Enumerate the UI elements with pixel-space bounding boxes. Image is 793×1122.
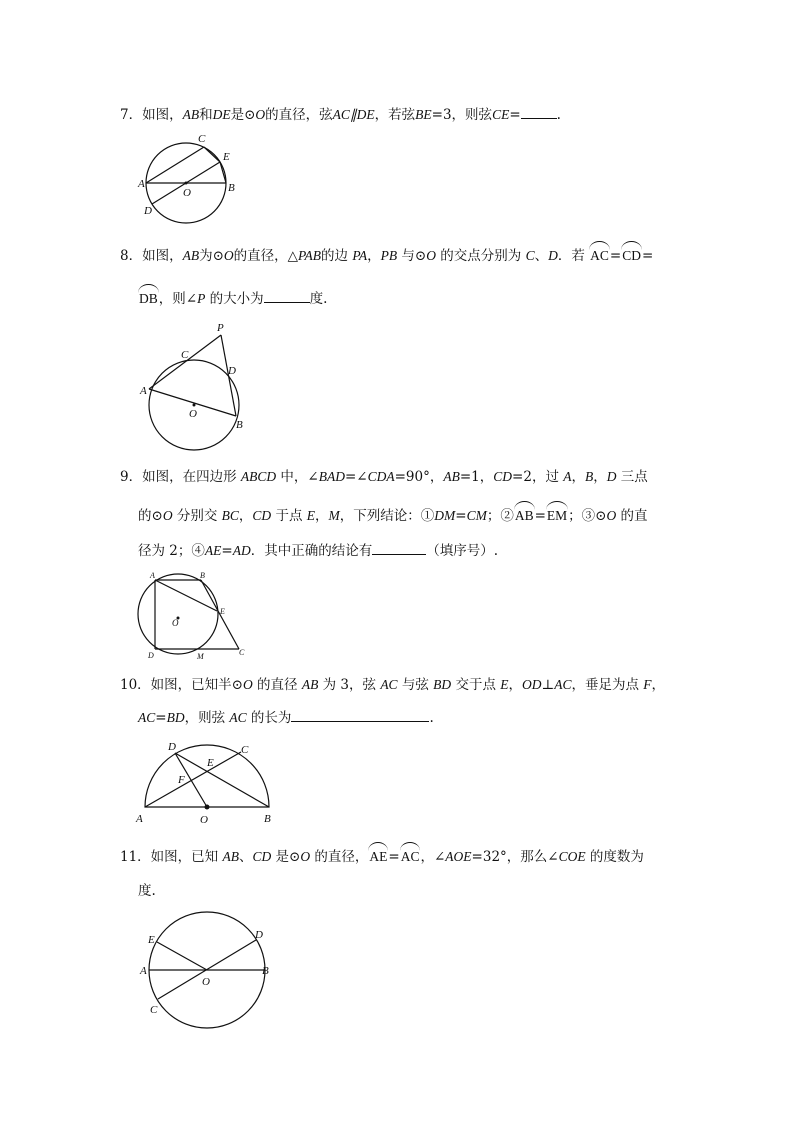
q10-text: ，垂足为点 — [571, 677, 644, 693]
q7-label-O: O — [183, 187, 191, 199]
q8-var: O — [223, 248, 234, 263]
q8-answer-blank[interactable] — [264, 288, 310, 303]
q7-var: AC∥DE — [332, 107, 375, 122]
q7-label-A: A — [138, 178, 145, 190]
q9-var: M — [328, 508, 340, 523]
q10-text: 的直径 — [252, 677, 302, 693]
q9-var: A — [563, 469, 572, 484]
q10-var: AC — [229, 710, 247, 725]
q10-label-F: F — [178, 774, 185, 786]
q10-line2 — [138, 707, 434, 727]
q9-var: O — [606, 508, 617, 523]
q9-var: D — [606, 469, 617, 484]
q8-figure — [138, 318, 258, 458]
q7-var: AB — [182, 107, 200, 122]
q9-var: BC — [221, 508, 239, 523]
q8-label-O: O — [189, 408, 197, 420]
q11-label-A: A — [140, 965, 147, 977]
q8-text: 的大小为 — [205, 291, 264, 307]
q9-text: = — [534, 508, 546, 524]
q11-text: 的度数为 — [585, 849, 644, 865]
q8-arc-AC: AC — [590, 248, 609, 263]
q9-var: E — [306, 508, 316, 523]
q8-text: = — [609, 248, 622, 264]
q9-text: 径为 2；④ — [138, 543, 205, 559]
q8-text: 与⊙ — [397, 248, 427, 264]
q11-text: 是⊙ — [271, 849, 301, 865]
q8-text: 的边 — [321, 248, 353, 264]
q10-label-D: D — [168, 741, 176, 753]
q11-var: AB — [222, 849, 239, 864]
q9-text: =2，过 — [512, 469, 564, 485]
q8-text: = — [641, 248, 654, 264]
q10-label-E: E — [207, 757, 214, 769]
q10-var: E — [500, 677, 509, 692]
q10-text: . — [429, 710, 434, 726]
q11-var: AOE — [445, 849, 472, 864]
q9-label-D: D — [148, 651, 154, 660]
q9-text: 分别交 — [172, 508, 222, 524]
q7-text: . — [556, 107, 561, 123]
q10-var: OD — [522, 677, 542, 692]
q9-text: 三点 — [616, 469, 648, 485]
q10-text: ， — [508, 677, 523, 693]
q10-text: 与弦 — [397, 677, 434, 693]
q7-text: =3，则弦 — [431, 107, 493, 123]
q7-var: DE — [212, 107, 231, 122]
q10-label-B: B — [264, 813, 271, 825]
q10-line1 — [120, 676, 665, 694]
q8-line2 — [138, 288, 327, 308]
q9-label-O: O — [172, 618, 179, 628]
q11-number: 11．如图，已知 — [120, 849, 223, 865]
q8-var: AB — [182, 248, 200, 263]
q9-arc-AB: AB — [514, 508, 534, 523]
q9-text: ， — [315, 508, 329, 524]
q8-text: 的直径，△ — [233, 248, 299, 264]
q9-line3 — [138, 540, 498, 560]
q9-line2 — [138, 507, 648, 525]
q11-text: =32°，那么∠ — [471, 849, 559, 865]
q9-text: =90°， — [394, 469, 444, 485]
q11-arc-AC: AC — [400, 849, 420, 864]
q9-figure — [138, 568, 258, 663]
q10-text: ，则弦 — [184, 710, 230, 726]
q8-label-P: P — [217, 322, 224, 334]
q10-text: 为 3，弦 — [318, 677, 381, 693]
q10-var: AC — [138, 710, 156, 725]
q8-arc-DB: DB — [139, 291, 158, 306]
q9-var: AD — [232, 543, 251, 558]
q8-text: 、 — [534, 248, 549, 264]
q7-var: CE — [492, 107, 510, 122]
q11-label-D: D — [255, 929, 263, 941]
q9-var: AB — [443, 469, 460, 484]
q11-label-C: C — [150, 1004, 158, 1016]
q7-label-E: E — [223, 151, 230, 163]
q8-arc-CD: CD — [622, 248, 641, 263]
q9-number: 9．如图，在四边形 — [120, 469, 241, 485]
q10-var: AB — [301, 677, 319, 692]
q9-var: ABCD — [240, 469, 277, 484]
q8-var: P — [197, 291, 206, 306]
q11-label-O: O — [202, 976, 210, 988]
q9-label-B: B — [200, 571, 205, 580]
q10-figure — [134, 732, 284, 827]
q9-var: BAD — [318, 469, 345, 484]
q8-text: 度. — [309, 291, 328, 307]
q8-label-B: B — [236, 419, 243, 431]
q9-text: ；② — [486, 508, 514, 524]
q9-text: 于点 — [271, 508, 307, 524]
q11-arc-AE: AE — [369, 849, 388, 864]
q7-label-D: D — [144, 205, 152, 217]
q9-var: CD — [493, 469, 513, 484]
q9-text: ；③⊙ — [568, 508, 607, 524]
q11-var: O — [300, 849, 311, 864]
q10-var: BD — [166, 710, 185, 725]
q9-text: ，下列结论：① — [339, 508, 435, 524]
q8-number: 8．如图， — [120, 248, 183, 264]
q7-text: = — [509, 107, 521, 123]
q7-figure — [138, 130, 248, 220]
q10-number: 10．如图，已知半⊙ — [120, 677, 243, 693]
q11-var: CD — [252, 849, 272, 864]
q8-var: PA — [352, 248, 368, 263]
q8-label-A: A — [140, 385, 147, 397]
q10-text: = — [155, 710, 167, 726]
q11-text: 的直径， — [310, 849, 369, 865]
q9-var: CDA — [367, 469, 395, 484]
q9-text: =1， — [459, 469, 494, 485]
q9-text: ， — [593, 469, 607, 485]
q9-var: O — [162, 508, 173, 523]
q8-text: 的交点分别为 — [435, 248, 526, 264]
q8-text: ．若 — [557, 248, 590, 264]
q9-text: = — [455, 508, 467, 524]
q8-label-D: D — [228, 365, 236, 377]
q8-var: PB — [380, 248, 398, 263]
q9-label-C: C — [239, 648, 245, 657]
q10-label-A: A — [136, 813, 143, 825]
q11-label-E: E — [148, 934, 155, 946]
q10-var: AC — [554, 677, 572, 692]
q10-answer-blank[interactable] — [291, 707, 429, 722]
q11-text: ，∠ — [420, 849, 446, 865]
q7-label-B: B — [228, 182, 235, 194]
q8-label-C: C — [181, 349, 189, 361]
q11-text: = — [388, 849, 400, 865]
q10-var: O — [243, 677, 253, 692]
q8-text: ， — [367, 248, 381, 264]
q7-label-C: C — [198, 133, 206, 145]
q9-label-A: A — [150, 571, 155, 580]
q7-number: 7．如图， — [120, 107, 183, 123]
q8-var: C — [525, 248, 535, 263]
q9-text: =∠ — [345, 469, 368, 485]
q9-label-M: M — [197, 652, 204, 661]
q9-label-E: E — [220, 607, 225, 616]
q10-text: 交于点 — [451, 677, 501, 693]
q11-var: COE — [558, 849, 586, 864]
q7-text: 和 — [199, 107, 213, 123]
q9-text: ， — [571, 469, 585, 485]
q7-answer-blank[interactable] — [521, 104, 557, 119]
q7-var: O — [255, 107, 266, 122]
q8-var: PAB — [298, 248, 322, 263]
q9-text: 的⊙ — [138, 508, 163, 524]
q9-var: CM — [466, 508, 487, 523]
q9-text: ．其中正确的结论有 — [250, 543, 373, 559]
q7-text: 的直径，弦 — [265, 107, 333, 123]
q9-text: 中，∠ — [276, 469, 319, 485]
q9-text: = — [221, 543, 233, 559]
q9-var: DM — [434, 508, 456, 523]
q9-var: AE — [204, 543, 222, 558]
q11-figure — [136, 910, 286, 1030]
q9-var: CD — [252, 508, 272, 523]
q10-var: BD — [433, 677, 452, 692]
q9-answer-blank[interactable] — [372, 540, 426, 555]
q7-var: BE — [415, 107, 432, 122]
q10-label-O: O — [200, 814, 208, 826]
q9-line1 — [120, 468, 648, 486]
q7-text: ，若弦 — [374, 107, 416, 123]
q9-text: ， — [238, 508, 253, 524]
q10-var: F — [643, 677, 652, 692]
q11-line2 — [138, 882, 156, 900]
q8-var: O — [426, 248, 436, 263]
q8-line1 — [120, 247, 653, 265]
q8-text: 为⊙ — [199, 248, 224, 264]
q9-text: 的直 — [616, 508, 648, 524]
q9-var: B — [585, 469, 594, 484]
q10-label-C: C — [241, 744, 249, 756]
q8-var: D — [548, 248, 558, 263]
q11-line1 — [120, 848, 644, 866]
q11-text: 、 — [238, 849, 253, 865]
q7-line1 — [120, 104, 561, 124]
q11-label-B: B — [262, 965, 269, 977]
q9-arc-EM: EM — [546, 508, 568, 523]
q10-text: 的长为 — [246, 710, 292, 726]
q9-text: （填序号）. — [426, 543, 498, 559]
q8-text: ，则∠ — [158, 291, 198, 307]
q10-var: AC — [380, 677, 398, 692]
q10-text: ， — [651, 677, 666, 693]
q7-text: 是⊙ — [230, 107, 256, 123]
q10-text: ⊥ — [541, 677, 555, 693]
q11-text: 度. — [138, 883, 156, 899]
